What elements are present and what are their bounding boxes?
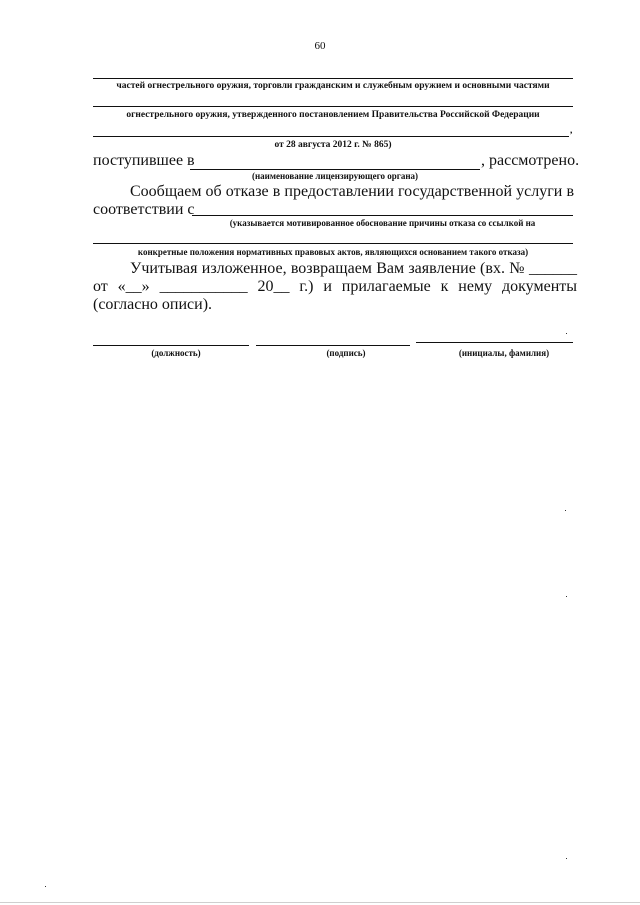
refusal-caption-1: (указывается мотивированное обоснование причины отказа со ссылкой на xyxy=(229,218,536,228)
return-line-3: (согласно описи). xyxy=(93,296,213,313)
scan-speck xyxy=(566,858,567,859)
header-rule-2 xyxy=(93,106,573,107)
name-line xyxy=(416,342,573,343)
position-line xyxy=(93,345,249,346)
scan-speck xyxy=(45,886,46,887)
header-line-1: частей огнестрельного оружия, торговли гражданским и служебным оружием и основными частями xyxy=(116,81,550,91)
header-comma: , xyxy=(570,126,573,136)
name-caption: (инициалы, фамилия) xyxy=(458,348,550,358)
scan-edge xyxy=(0,902,640,903)
header-rule-1 xyxy=(93,78,573,79)
position-caption: (должность) xyxy=(151,348,201,358)
received-suffix: , рассмотрено. xyxy=(481,152,580,169)
refusal-line-1: Сообщаем об отказе в предоставлении государственной услуги в xyxy=(130,183,574,200)
return-line-2: от «__» ___________ 20__ г.) и прилагаемые к нему документы xyxy=(93,278,577,295)
received-caption: (наименование лицензирующего органа) xyxy=(251,171,419,181)
refusal-rule-2 xyxy=(93,243,573,244)
scan-speck xyxy=(566,333,567,334)
signature-line xyxy=(256,345,410,346)
page-number: 60 xyxy=(314,40,326,52)
scan-speck xyxy=(566,596,567,597)
header-line-3: от 28 августа 2012 г. № 865) xyxy=(274,140,392,150)
refusal-line-2-prefix: соответствии с xyxy=(93,201,195,218)
header-rule-3 xyxy=(93,136,569,137)
refusal-caption-2: конкретные положения нормативных правовых актов, являющихся основанием такого отказа) xyxy=(137,247,529,257)
scan-speck xyxy=(565,510,566,511)
signature-caption: (подпись) xyxy=(326,348,366,358)
received-prefix: поступившее в xyxy=(93,152,195,169)
received-blank xyxy=(190,169,480,170)
header-line-2: огнестрельного оружия, утвержденного постановлением Правительства Российской Федерации xyxy=(126,110,540,120)
refusal-blank xyxy=(192,215,573,216)
return-line-1: Учитывая изложенное, возвращаем Вам заявление (вх. № ______ xyxy=(130,260,577,277)
